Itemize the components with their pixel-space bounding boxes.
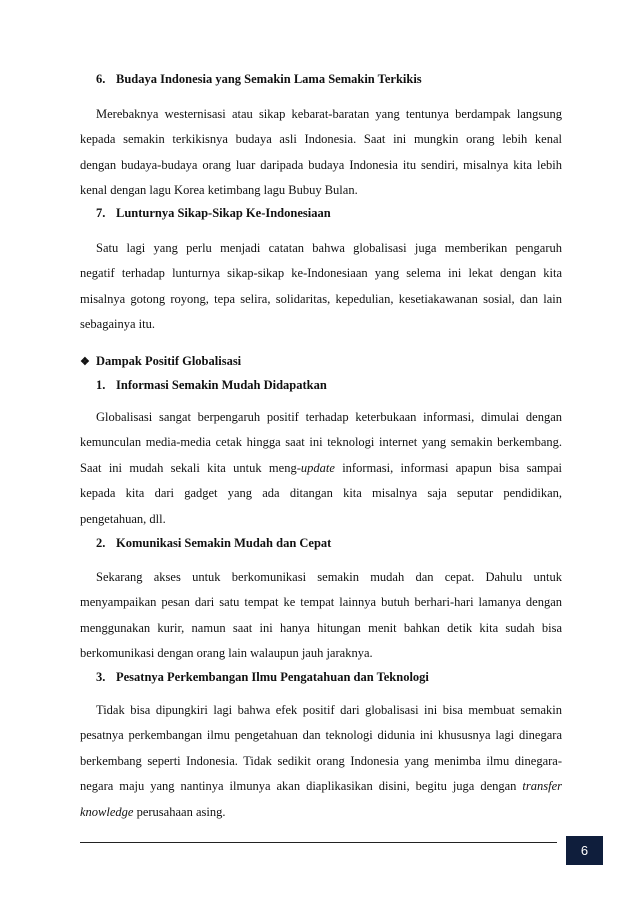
paragraph-pesatnya-perkembangan — [80, 698, 562, 825]
paragraph-line: Satu lagi yang perlu menjadi catatan bahwa globalisasi juga memberikan pengaruh — [96, 241, 562, 255]
paragraph-line — [80, 774, 562, 799]
heading-pesatnya-perkembangan — [96, 670, 429, 685]
heading-text: Lunturnya Sikap-Sikap Ke-Indonesiaan — [116, 206, 331, 220]
paragraph-line: pesatnya perkembangan ilmu pengetahuan dan teknologi didunia ini khususnya lagi dinegara — [80, 728, 562, 743]
heading-text: Dampak Positif Globalisasi — [96, 354, 242, 368]
paragraph-line: Globalisasi sangat berpengaruh positif terhadap keterbukaan informasi, dimulai dengan — [96, 410, 562, 424]
heading-text: Komunikasi Semakin Mudah dan Cepat — [116, 536, 332, 550]
heading-number: 6. — [96, 72, 106, 86]
paragraph-line: negatif terhadap lunturnya sikap-sikap ke-Indonesiaan yang selema ini lekat dengan kita — [80, 266, 562, 281]
heading-komunikasi-mudah — [96, 536, 331, 551]
heading-dampak-positif — [80, 354, 241, 369]
paragraph-line — [80, 800, 562, 825]
emphasis-transfer: transfer — [522, 779, 562, 794]
emphasis-update: update — [300, 460, 335, 475]
heading-informasi-mudah — [96, 378, 327, 393]
heading-text: Budaya Indonesia yang Semakin Lama Semakin Terkikis — [116, 72, 422, 86]
paragraph-komunikasi-mudah — [80, 565, 562, 667]
footer-divider — [80, 842, 557, 843]
text-run: negara maju yang nantinya ilmunya akan diaplikasikan disini, begitu juga dengan — [80, 779, 523, 794]
paragraph-line — [80, 456, 562, 481]
paragraph-line: menyampaikan pesan dari satu tempat ke tempat lainnya butuh berhari-hari lamanya dengan — [80, 595, 562, 610]
paragraph-budaya-indonesia — [80, 102, 562, 204]
heading-number: 2. — [96, 536, 106, 550]
heading-number: 1. — [96, 378, 106, 392]
paragraph-line: dengan budaya-budaya orang luar daripada budaya Indonesia itu sendiri, misalnya kita lebih — [80, 157, 562, 172]
paragraph-line: Merebaknya westernisasi atau sikap kebarat-baratan yang tentunya berdampak langsung — [96, 107, 562, 121]
diamond-bullet-icon: ❖ — [80, 356, 90, 368]
paragraph-line: misalnya gotong royong, tepa selira, solidaritas, kepedulian, kesetiakawanan sosial, dan lain — [80, 291, 562, 306]
heading-text: Pesatnya Perkembangan Ilmu Pengatahuan dan Teknologi — [116, 670, 429, 684]
text-run: perusahaan asing. — [133, 804, 226, 819]
paragraph-line: Sekarang akses untuk berkomunikasi semakin mudah dan cepat. Dahulu untuk — [96, 570, 562, 584]
page-number: 6 — [580, 843, 589, 858]
heading-number: 7. — [96, 206, 106, 220]
emphasis-knowledge: knowledge — [80, 804, 134, 819]
paragraph-line: menggunakan kurir, namun saat ini hanya hitungan menit bahkan detik kita sudah bisa — [80, 620, 562, 635]
paragraph-line: kepada semakin terkikisnya budaya asli Indonesia. Saat ini mungkin orang lebih kenal — [80, 132, 562, 147]
page-number-badge — [566, 836, 603, 865]
paragraph-informasi-mudah — [80, 405, 562, 532]
paragraph-line: kepada kita dari gadget yang ada ditangan kita misalnya saja seputar pendidikan, — [80, 486, 562, 501]
text-run: informasi, informasi apapun bisa sampai — [334, 460, 563, 475]
heading-budaya-indonesia — [96, 72, 422, 87]
paragraph-line: Tidak bisa dipungkiri lagi bahwa efek positif dari globalisasi ini bisa membuat semakin — [96, 703, 562, 717]
heading-lunturnya-sikap — [96, 206, 331, 221]
text-run: Saat ini mudah sekali kita untuk meng- — [80, 460, 301, 475]
paragraph-line: sebagainya itu. — [80, 317, 155, 332]
paragraph-line: kenal dengan lagu Korea ketimbang lagu Bubuy Bulan. — [80, 183, 358, 198]
paragraph-line: berkomunikasi dengan orang lain walaupun jauh jaraknya. — [80, 646, 373, 661]
heading-number: 3. — [96, 670, 106, 684]
paragraph-line: pengetahuan, dll. — [80, 511, 166, 526]
paragraph-line: berkembang seperti Indonesia. Tidak sedikit orang Indonesia yang menimba ilmu dinegara- — [80, 753, 562, 768]
heading-text: Informasi Semakin Mudah Didapatkan — [116, 378, 327, 392]
paragraph-line: kemunculan media-media cetak hingga saat ini teknologi internet yang semakin berkembang. — [80, 435, 562, 450]
paragraph-lunturnya-sikap — [80, 236, 562, 338]
